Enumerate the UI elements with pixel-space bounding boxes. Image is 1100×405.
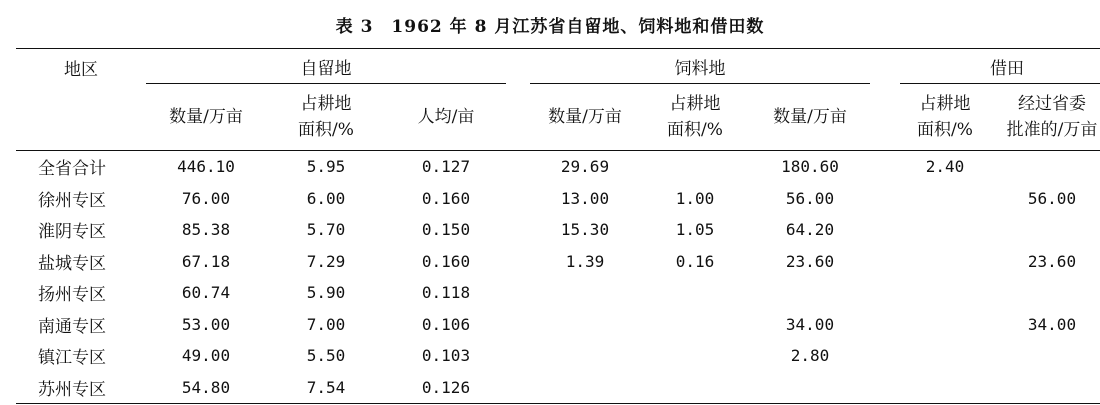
cell-borrowed-qty: 23.60 [785,251,835,271]
header-row-1 [16,49,1100,84]
cell-private-per: 0.106 [421,314,471,334]
header-private-qty: 数量/万亩 [169,107,243,127]
cell-feed-qty [530,309,640,341]
header-borrowed-pct: 占耕地 面积/% [917,94,973,140]
cell-feed-qty: 1.39 [565,251,605,271]
cell-private-pct: 5.70 [306,220,346,240]
header-group-private: 自留地 [146,49,506,84]
cell-private-qty: 49.00 [181,346,231,366]
cell-private-pct: 5.50 [306,346,346,366]
cell-private-per: 0.160 [421,188,471,208]
cell-borrowed-qty: 34.00 [785,314,835,334]
region-cell: 南通专区 [38,316,106,337]
cell-borrowed-qty: 2.80 [790,346,830,366]
table-row [16,277,1100,309]
cell-feed-pct: 1.00 [675,188,715,208]
cell-borrowed-pct [900,246,990,278]
cell-borrowed-qty [750,372,870,404]
cell-private-per: 0.150 [421,220,471,240]
header-group-feed: 饲料地 [530,49,870,84]
region-cell: 镇江专区 [38,348,106,369]
cell-feed-pct [640,340,750,372]
cell-private-qty: 67.18 [181,251,231,271]
cell-borrowed-pct [900,340,990,372]
cell-private-pct: 7.54 [266,372,386,404]
cell-borrowed-pct: 2.40 [925,157,965,177]
cell-borrowed-approved [990,214,1100,246]
cell-private-qty: 76.00 [181,188,231,208]
region-cell: 全省合计 [38,159,106,180]
cell-private-qty: 446.10 [177,157,235,177]
table-row [16,340,1100,372]
cell-feed-qty: 15.30 [560,220,610,240]
cell-private-per: 0.118 [421,283,471,303]
cell-borrowed-approved [990,151,1100,183]
table-title: 表 3 1962 年 8 月江苏省自留地、饲料地和借田数 [335,17,765,37]
cell-private-qty: 53.00 [181,314,231,334]
cell-private-pct: 7.29 [306,251,346,271]
cell-private-qty: 60.74 [181,283,231,303]
cell-feed-qty [530,372,640,404]
header-region: 地区 [64,60,98,80]
header-feed-qty: 数量/万亩 [548,107,622,127]
cell-borrowed-pct [900,183,990,215]
table-row [16,183,1100,215]
cell-borrowed-qty: 56.00 [785,188,835,208]
cell-borrowed-qty [750,277,870,309]
cell-feed-qty [530,340,640,372]
table-row [16,151,1100,183]
header-row-2 [16,84,1100,151]
header-private-pct: 占耕地 面积/% [298,94,354,140]
cell-private-pct: 5.90 [306,283,346,303]
cell-borrowed-pct [900,309,990,341]
cell-borrowed-pct [900,214,990,246]
cell-private-per: 0.160 [421,251,471,271]
header-group-borrowed: 借田 [900,49,1100,84]
table-row [16,372,1100,404]
cell-feed-qty: 29.69 [560,157,610,177]
cell-borrowed-approved [990,372,1100,404]
data-table [16,48,1100,404]
cell-borrowed-approved [990,277,1100,309]
cell-private-qty: 54.80 [146,372,266,404]
cell-feed-qty: 13.00 [560,188,610,208]
region-cell: 盐城专区 [38,253,106,274]
cell-borrowed-qty: 180.60 [781,157,839,177]
cell-feed-pct [640,372,750,404]
cell-private-pct: 6.00 [306,188,346,208]
header-private-per-capita: 人均/亩 [417,107,475,127]
cell-private-per: 0.126 [386,372,506,404]
cell-feed-pct [640,151,750,183]
cell-borrowed-approved [990,340,1100,372]
region-cell: 淮阴专区 [38,222,106,243]
cell-private-per: 0.127 [421,157,471,177]
table-row [16,214,1100,246]
cell-borrowed-approved: 56.00 [1027,188,1077,208]
cell-feed-pct: 0.16 [675,251,715,271]
table-row [16,309,1100,341]
header-feed-pct: 占耕地 面积/% [667,94,723,140]
cell-borrowed-approved: 34.00 [1027,314,1077,334]
cell-borrowed-qty: 64.20 [785,220,835,240]
cell-private-pct: 5.95 [306,157,346,177]
cell-feed-pct [640,277,750,309]
cell-feed-pct: 1.05 [675,220,715,240]
cell-feed-pct [640,309,750,341]
cell-borrowed-pct [900,372,990,404]
cell-private-per: 0.103 [421,346,471,366]
cell-private-qty: 85.38 [181,220,231,240]
region-cell: 徐州专区 [38,190,106,211]
cell-borrowed-pct [900,277,990,309]
cell-feed-qty [530,277,640,309]
region-cell: 苏州专区 [16,372,146,404]
header-borrowed-approved: 经过省委 批准的/万亩 [1006,94,1098,140]
header-borrowed-qty: 数量/万亩 [773,107,847,127]
table-row [16,246,1100,278]
cell-borrowed-approved: 23.60 [1027,251,1077,271]
cell-private-pct: 7.00 [306,314,346,334]
region-cell: 扬州专区 [38,285,106,306]
